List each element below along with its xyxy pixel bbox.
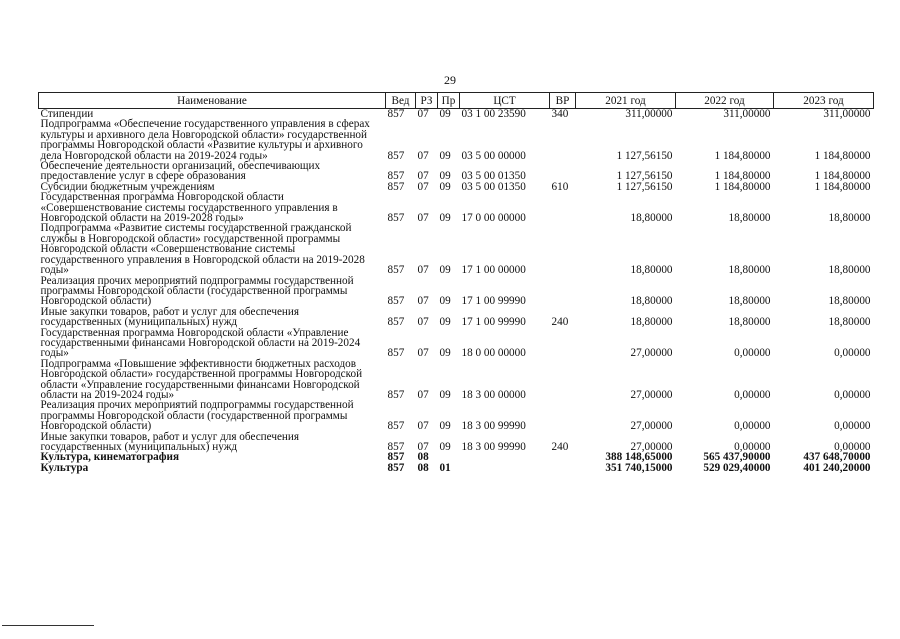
cell-ved: 857 bbox=[387, 420, 405, 433]
cell-2021: 27,00000 bbox=[630, 441, 673, 453]
cell-2021: 18,80000 bbox=[630, 212, 673, 225]
cell-ved: 857 bbox=[387, 295, 405, 308]
cell-2022: 0,00000 bbox=[734, 420, 771, 433]
cell-2023: 311,00000 bbox=[823, 108, 871, 120]
cell-2021: 18,80000 bbox=[630, 264, 673, 277]
table-row bbox=[39, 119, 874, 161]
cell-pr: 09 bbox=[439, 295, 451, 308]
cell-rz: 07 bbox=[417, 108, 429, 120]
cell-vr bbox=[550, 400, 576, 431]
cell-vr bbox=[550, 463, 576, 473]
cell-cst: 18 3 00 99990 bbox=[461, 420, 526, 433]
cell-vr bbox=[550, 328, 576, 359]
cell-ved: 857 bbox=[387, 170, 405, 183]
cell-name: Субсидии бюджетным учреждениям bbox=[40, 180, 215, 193]
cell-2023: 1 184,80000 bbox=[814, 180, 871, 193]
cell-vr bbox=[550, 119, 576, 161]
cell-name: Культура, кинематография bbox=[40, 451, 179, 464]
budget-table bbox=[38, 92, 874, 473]
cell-ved: 857 bbox=[387, 316, 405, 329]
cell-2022: 0,00000 bbox=[734, 441, 771, 453]
cell-pr: 09 bbox=[439, 347, 451, 360]
cell-2023: 1 184,80000 bbox=[814, 170, 871, 183]
cell-vr: 240 bbox=[551, 441, 569, 453]
cell-cst: 03 5 00 01350 bbox=[461, 170, 526, 183]
table-row bbox=[39, 432, 874, 453]
cell-cst: 03 5 00 01350 bbox=[461, 180, 526, 193]
cell-2021: 27,00000 bbox=[630, 388, 673, 401]
header-vr: ВР bbox=[550, 93, 576, 109]
cell-2023: 18,80000 bbox=[828, 295, 871, 308]
table-row bbox=[39, 192, 874, 223]
cell-vr bbox=[550, 452, 576, 462]
cell-rz: 07 bbox=[417, 149, 429, 162]
cell-rz: 07 bbox=[417, 295, 429, 308]
cell-2021: 1 127,56150 bbox=[616, 149, 673, 162]
cell-2022: 18,80000 bbox=[728, 212, 771, 225]
cell-pr: 09 bbox=[439, 170, 451, 183]
cell-name: Иные закупки товаров, работ и услуг для обеспечения государственных (муниципальных) нужд bbox=[40, 305, 300, 329]
cell-rz: 07 bbox=[417, 347, 429, 360]
cell-name: Подпрограмма «Повышение эффективности бюджетных расходов Новгородской области» государственной программы Новгородской области «Управление государственными финансами Новгородской области на 2019-2024 годы» bbox=[40, 357, 363, 401]
table-row bbox=[39, 463, 874, 473]
cell-ved: 857 bbox=[387, 264, 405, 277]
cell-rz: 08 bbox=[417, 451, 429, 464]
cell-2021: 388 148,65000 bbox=[605, 451, 673, 464]
cell-vr: 610 bbox=[551, 180, 569, 193]
cell-vr bbox=[550, 161, 576, 182]
cell-2022: 18,80000 bbox=[728, 295, 771, 308]
cell-2022: 529 029,40000 bbox=[703, 461, 771, 474]
header-2023: 2023 год bbox=[774, 93, 874, 109]
cell-2021: 18,80000 bbox=[630, 295, 673, 308]
cell-cst: 18 0 00 00000 bbox=[461, 347, 526, 360]
cell-vr bbox=[550, 359, 576, 401]
cell-vr bbox=[550, 223, 576, 275]
table-row bbox=[39, 400, 874, 431]
cell-rz: 07 bbox=[417, 420, 429, 433]
cell-name: Реализация прочих мероприятий подпрограммы государственной программы Новгородской области (государственной программы Новгородской области) bbox=[40, 274, 354, 308]
cell-vr: 240 bbox=[551, 316, 569, 329]
cell-2022: 0,00000 bbox=[734, 388, 771, 401]
cell-ved: 857 bbox=[387, 451, 405, 464]
cell-2023: 437 648,70000 bbox=[803, 451, 871, 464]
cell-rz: 07 bbox=[417, 264, 429, 277]
cell-rz: 07 bbox=[417, 170, 429, 183]
cell-2023: 0,00000 bbox=[834, 420, 871, 433]
cell-pr: 09 bbox=[439, 388, 451, 401]
cell-pr: 09 bbox=[439, 316, 451, 329]
cell-2023: 1 184,80000 bbox=[814, 149, 871, 162]
cell-2021: 311,00000 bbox=[625, 108, 673, 120]
header-pr: Пр bbox=[438, 93, 460, 109]
cell-pr: 01 bbox=[439, 461, 451, 474]
cell-2021: 27,00000 bbox=[630, 347, 673, 360]
cell-name: Культура bbox=[40, 461, 89, 474]
cell-rz: 08 bbox=[417, 461, 429, 474]
cell-cst: 03 1 00 23590 bbox=[461, 108, 526, 120]
cell-rz: 07 bbox=[417, 316, 429, 329]
table-row bbox=[39, 328, 874, 359]
cell-name: Обеспечение деятельности организаций, обеспечивающих предоставление услуг в сфере образования bbox=[40, 160, 321, 183]
cell-pr: 09 bbox=[439, 420, 451, 433]
cell-2023: 18,80000 bbox=[828, 316, 871, 329]
page-number: 29 bbox=[444, 73, 456, 87]
cell-2022: 18,80000 bbox=[728, 264, 771, 277]
cell-cst: 17 1 00 99990 bbox=[461, 295, 526, 308]
cell-name: Государственная программа Новгородской области «Совершенствование системы государственного управления в Новгородской области на 2019-2028 годы» bbox=[40, 191, 338, 225]
cell-2023: 18,80000 bbox=[828, 264, 871, 277]
cell-name: Иные закупки товаров, работ и услуг для обеспечения государственных (муниципальных) нужд bbox=[40, 430, 300, 453]
cell-pr: 09 bbox=[439, 441, 451, 453]
cell-cst: 03 5 00 00000 bbox=[461, 149, 526, 162]
cell-cst: 17 1 00 00000 bbox=[461, 264, 526, 277]
cell-rz: 07 bbox=[417, 388, 429, 401]
cell-ved: 857 bbox=[387, 388, 405, 401]
cell-vr bbox=[550, 276, 576, 307]
cell-ved: 857 bbox=[387, 347, 405, 360]
table-row bbox=[39, 276, 874, 307]
cell-ved: 857 bbox=[387, 108, 405, 120]
cell-ved: 857 bbox=[387, 212, 405, 225]
cell-2022: 1 184,80000 bbox=[714, 149, 771, 162]
header-rz: РЗ bbox=[416, 93, 438, 109]
cell-2023: 401 240,20000 bbox=[803, 461, 871, 474]
cell-pr: 09 bbox=[439, 149, 451, 162]
table-header-row bbox=[39, 93, 874, 109]
cell-ved: 857 bbox=[387, 180, 405, 193]
cell-vr bbox=[550, 192, 576, 223]
cell-2021: 27,00000 bbox=[630, 420, 673, 433]
footnote-rule bbox=[2, 625, 94, 626]
cell-pr: 09 bbox=[439, 264, 451, 277]
cell-cst: 18 3 00 00000 bbox=[461, 388, 526, 401]
cell-2021: 1 127,56150 bbox=[616, 180, 673, 193]
cell-name: Подпрограмма «Развитие системы государственной гражданской службы в Новгородской области» государственной программы Новгородской области «Совершенствование системы государственного управления в Новгородской области на 2019-2028 годы» bbox=[40, 222, 365, 277]
cell-rz: 07 bbox=[417, 212, 429, 225]
header-name: Наименование bbox=[39, 93, 386, 109]
cell-2023: 0,00000 bbox=[834, 441, 871, 453]
table-row bbox=[39, 223, 874, 275]
header-2021: 2021 год bbox=[576, 93, 676, 109]
cell-cst: 18 3 00 99990 bbox=[461, 441, 526, 453]
cell-2021: 351 740,15000 bbox=[605, 461, 673, 474]
table-row bbox=[39, 307, 874, 328]
cell-pr: 09 bbox=[439, 212, 451, 225]
cell-cst bbox=[460, 452, 550, 462]
cell-2022: 1 184,80000 bbox=[714, 180, 771, 193]
cell-rz: 07 bbox=[417, 441, 429, 453]
cell-ved: 857 bbox=[387, 149, 405, 162]
cell-pr: 09 bbox=[439, 108, 451, 120]
cell-2023: 18,80000 bbox=[828, 212, 871, 225]
cell-2023: 0,00000 bbox=[834, 347, 871, 360]
cell-name: Подпрограмма «Обеспечение государственного управления в сферах культуры и архивного дела Новгородской области» государственной программы Новгородской области «Развитие культуры и архивного дела Новгородской области на 2019-2024 годы» bbox=[40, 118, 370, 162]
cell-cst bbox=[460, 463, 550, 473]
cell-vr: 340 bbox=[551, 108, 569, 120]
cell-2021: 1 127,56150 bbox=[616, 170, 673, 183]
cell-ved: 857 bbox=[387, 461, 405, 474]
table-row bbox=[39, 359, 874, 401]
header-cst: ЦСТ bbox=[460, 93, 550, 109]
cell-2022: 0,00000 bbox=[734, 347, 771, 360]
cell-2022: 18,80000 bbox=[728, 316, 771, 329]
cell-pr: 09 bbox=[439, 180, 451, 193]
cell-2023: 0,00000 bbox=[834, 388, 871, 401]
cell-2022: 565 437,90000 bbox=[703, 451, 771, 464]
table-row bbox=[39, 161, 874, 182]
header-2022: 2022 год bbox=[676, 93, 774, 109]
cell-cst: 17 1 00 99990 bbox=[461, 316, 526, 329]
cell-rz: 07 bbox=[417, 180, 429, 193]
cell-ved: 857 bbox=[387, 441, 405, 453]
cell-cst: 17 0 00 00000 bbox=[461, 212, 526, 225]
cell-name: Государственная программа Новгородской области «Управление государственными финансами Новгородской области на 2019-2024 годы» bbox=[40, 326, 361, 360]
cell-name: Реализация прочих мероприятий подпрограммы государственной программы Новгородской области (государственной программы Новгородской области) bbox=[40, 399, 354, 433]
cell-2021: 18,80000 bbox=[630, 316, 673, 329]
header-ved: Вед bbox=[386, 93, 416, 109]
table-body bbox=[39, 109, 874, 474]
cell-name: Стипендии bbox=[40, 108, 94, 120]
cell-2022: 1 184,80000 bbox=[714, 170, 771, 183]
cell-2022: 311,00000 bbox=[723, 108, 771, 120]
